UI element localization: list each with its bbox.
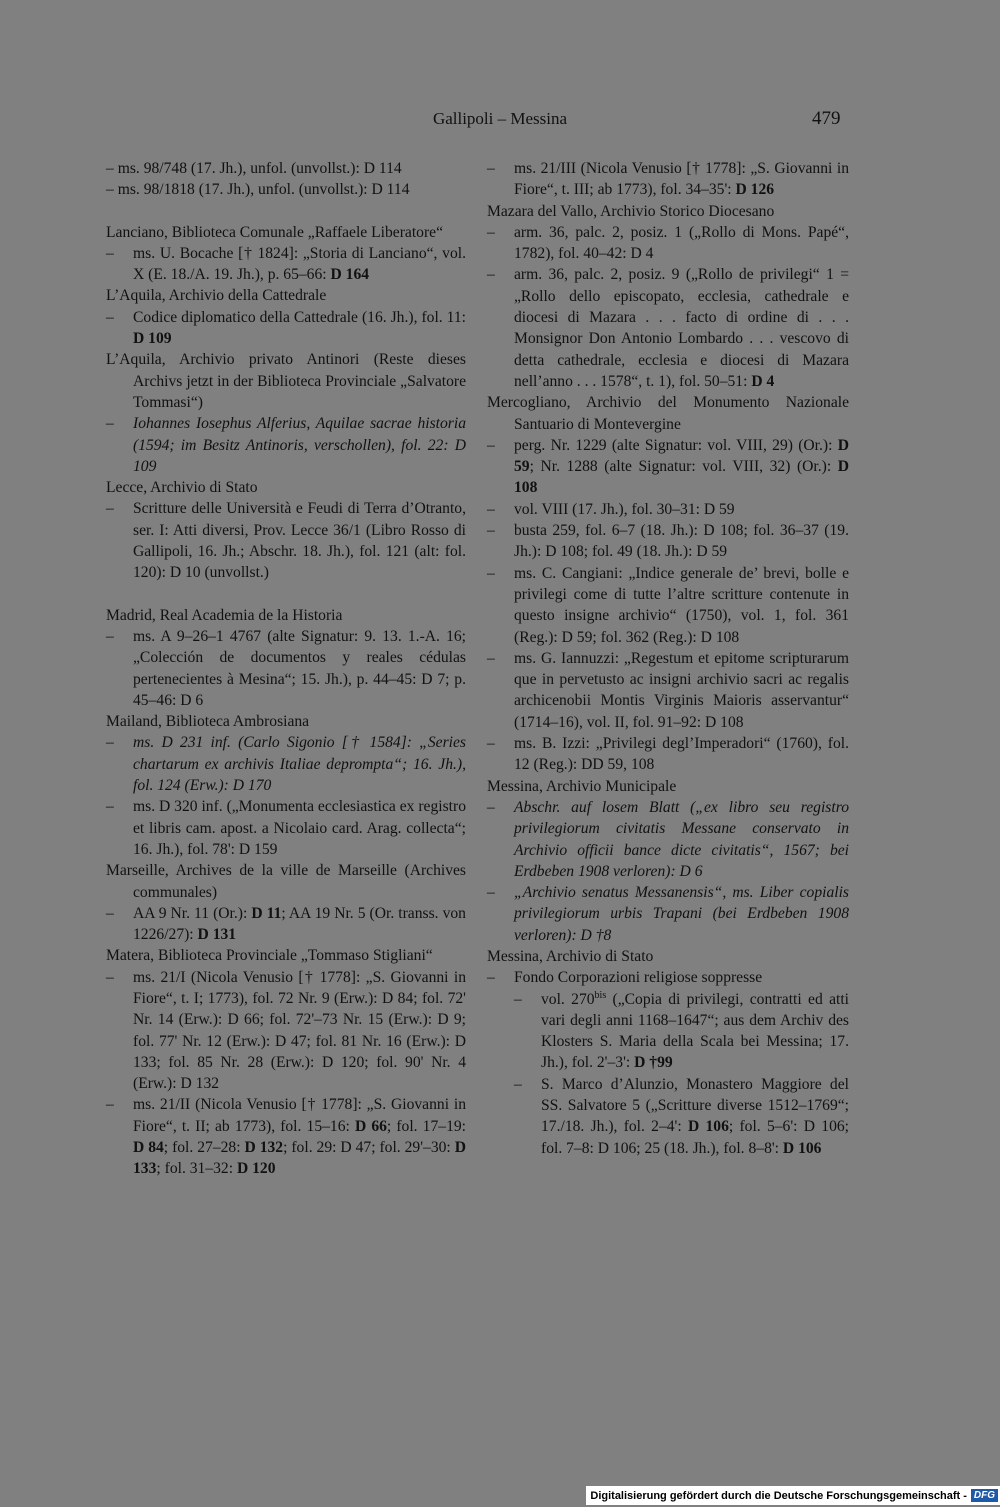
list-item: – ms. D 320 inf. („Monumenta ecclesiastica ex registro et libris cam. apost. a Nicolaio card. Arag. collecta“; 16. Jh.), fol. 78': D 159: [106, 798, 466, 858]
archive-heading: L’Aquila, Archivio privato Antinori (Reste dieses Archivs jetzt in der Biblioteca Provinciale „Salvatore Tommasi“): [106, 351, 466, 411]
list-item: – Iohannes Iosephus Alferius, Aquilae sacrae historia (1594; im Besitz Antinoris, verschollen), fol. 22: D 109: [106, 415, 466, 475]
sub-list-item: – vol. $270^{bis}$ („Copia di privilegi, contratti ed atti vari degli anni 1168–1647“; aus dem Archiv des Klosters S. Maria della Scala bei Messina; 17. Jh.), fol. 2'–3': D †99: [514, 989, 849, 1072]
page-number: 479: [812, 108, 841, 129]
list-item: – ms. C. Cangiani: „Indice generale de’ brevi, bolle e privilegi come di tutte l’altre scritture contenute in questo insigne archivio“ (1750), vol. 1, fol. 361 (Reg.): D 59; fol. 362 (Reg.): D 108: [487, 564, 849, 646]
list-item: – ms. 98/748 (17. Jh.), unfol. (unvollst.): D 114: [106, 160, 402, 177]
list-item: – ms. 98/1818 (17. Jh.), unfol. (unvollst.): D 114: [106, 181, 410, 199]
archive-heading: Matera, Biblioteca Provinciale „Tommaso Stigliani“: [106, 947, 433, 965]
archive-heading: Messina, Archivio Municipale: [487, 777, 677, 795]
list-item: – Scritture delle Università e Feudi di Terra d’Otranto, ser. I: Atti diversi, Prov. Lecce 36/1 (Libro Rosso di Gallipoli, 16. Jh.; Abschr. 18. Jh.), fol. 121 (alt: fol. 120): D 10 (unvollst.): [106, 500, 466, 582]
list-item: – ms. U. Bocache [† 1824]: „Storia di Lanciano“, vol. X (E. 18./A. 19. Jh.), p. 65–66: D 164: [106, 244, 466, 284]
list-item: – arm. 36, palc. 2, posiz. 9 („Rollo de privilegi“ 1 = „Rollo dello episcopato, ecclesia, cathedrale e diocesi di Mazara . . . facto di ordine di . . . Monsignor Don Antonio Lombardo . . . vescovo di detta cathedrale, ecclesia e diocesi di Mazara nell’anno . . . 1578“, t. 1), fol. 50–51: D 4: [487, 266, 849, 390]
list-item: – ms. B. Izzi: „Privilegi degl’Imperadori“ (1760), fol. 12 (Reg.): DD 59, 108: [487, 735, 849, 774]
list-item: – Fondo Corporazioni religiose soppresse: [487, 969, 763, 987]
list-item: – Abschr. auf losem Blatt („ex libro seu registro privilegiorum civitatis Messane conservato in Archivio officii bance dicte civitatis“, 1567; bei Erdbeben 1908 verloren): D 6: [487, 798, 849, 880]
archive-heading: Madrid, Real Academia de la Historia: [106, 606, 343, 624]
list-item: – ms. D 231 inf. (Carlo Sigonio [† 1584]: „Series chartarum ex archivis Italiae deprompta“; 16. Jh.), fol. 124 (Erw.): D 170: [106, 734, 466, 795]
list-item: – ms. A 9–26–1 4767 (alte Signatur: 9. 13. 1.-A. 16; „Colección de documentos y reales cédulas pertenecientes à Mesina“; 15. Jh.), p. 44–45: D 7; p. 45–46: D 6: [106, 627, 466, 709]
archive-heading: Mazara del Vallo, Archivio Storico Diocesano: [487, 202, 775, 220]
list-item: – ms. G. Iannuzzi: „Regestum et epitome scripturarum que in pervetusto ac insigni archivio sacri ac regalis archicenobii Montis Virginis Maioris asservantur“ (1714–16), vol. II, fol. 91–92: D 108: [487, 649, 849, 731]
credit-text: Digitalisierung gefördert durch die Deutsche Forschungsgemeinschaft -: [590, 1489, 967, 1502]
right-column: [487, 158, 849, 1159]
running-header: Gallipoli – Messina: [432, 109, 568, 128]
list-item: – Codice diplomatico della Cattedrale (16. Jh.), fol. 11: D 109: [106, 308, 466, 348]
list-item: – perg. Nr. 1229 (alte Signatur: vol. VIII, 29) (Or.): D 59; Nr. 1288 (alte Signatur: vol. VIII, 32) (Or.): D 108: [487, 436, 849, 497]
list-item: – ms. 21/I (Nicola Venusio [† 1778]: „S. Giovanni in Fiore“, t. I; 1773), fol. 72 Nr. 9 (Erw.): D 84; fol. 72' Nr. 14 (Erw.): D 66; fol. 72'–73 Nr. 15 (Erw.): D 9; fol. 77' Nr. 12 (Erw.): D 47; fol. 81 Nr. 16 (Erw.): D 133; fol. 85 Nr. 28 (Erw.): D 120; fol. 90' Nr. 4 (Erw.): D 132: [106, 968, 466, 1093]
list-item: – arm. 36, palc. 2, posiz. 1 („Rollo di Mons. Papé“, 1782), fol. 40–42: D 4: [487, 223, 849, 263]
archive-heading: Mailand, Biblioteca Ambrosiana: [106, 713, 310, 731]
dfg-logo: DFG: [971, 1489, 998, 1502]
sub-list-item: – S. Marco d’Alunzio, Monastero Maggiore del SS. Salvatore 5 („Scritture diverse 1512–1769“; 17./18. Jh.), fol. 2–4': D 106; fol. 5–6': D 106; fol. 7–8: D 106; 25 (18. Jh.), fol. 8–8': D 106: [514, 1075, 849, 1157]
list-item: – „Archivio senatus Messanensis“, ms. Liber copialis privilegiorum urbis Trapani (bei Erdbeben 1908 verloren): D †8: [487, 884, 849, 944]
archive-heading: Marseille, Archives de la ville de Marseille (Archives communales): [106, 862, 466, 901]
list-item: – ms. 21/II (Nicola Venusio [† 1778]: „S. Giovanni in Fiore“, t. II; ab 1773), fol. 15–16: D 66; fol. 17–19: D 84; fol. 27–28: D 132; fol. 29: D 47; fol. 29'–30: D 133; fol. 31–32: D 120: [106, 1096, 466, 1178]
list-item: – vol. VIII (17. Jh.), fol. 30–31: D 59: [487, 500, 735, 518]
digitization-credit: [586, 1486, 1000, 1505]
archive-heading: Lanciano, Biblioteca Comunale „Raffaele Liberatore“: [106, 223, 443, 241]
left-column: [106, 158, 466, 1180]
list-item: – ms. 21/III (Nicola Venusio [† 1778]: „S. Giovanni in Fiore“, t. III; ab 1773), fol. 34–35': D 126: [487, 160, 849, 199]
archive-heading: Mercogliano, Archivio del Monumento Nazionale Santuario di Montevergine: [487, 394, 849, 433]
archive-heading: L’Aquila, Archivio della Cattedrale: [106, 287, 327, 305]
archive-heading: Lecce, Archivio di Stato: [106, 479, 258, 497]
archive-heading: Messina, Archivio di Stato: [487, 947, 654, 965]
list-item: – AA 9 Nr. 11 (Or.): D 11; AA 19 Nr. 5 (Or. transs. von 1226/27): D 131: [106, 904, 466, 944]
list-item: – busta 259, fol. 6–7 (18. Jh.): D 108; fol. 36–37 (19. Jh.): D 108; fol. 49 (18. Jh.): D 59: [487, 522, 849, 561]
